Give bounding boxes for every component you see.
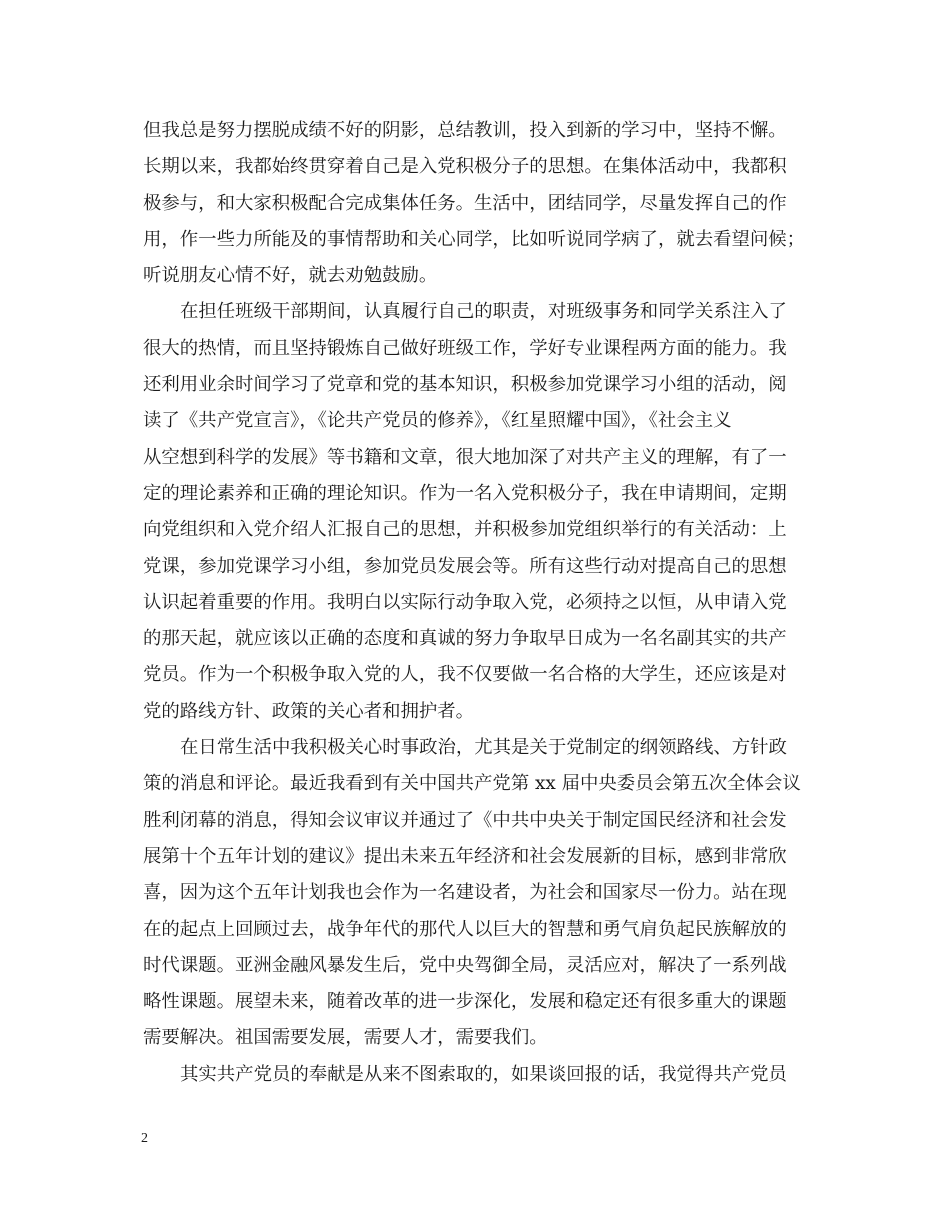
text-line: 定的理论素养和正确的理论知识。作为一名入党积极分子，我在申请期间，定期 [143, 482, 787, 504]
text-line: 党的路线方针、政策的关心者和拥护者。 [143, 700, 475, 722]
text-line: 喜，因为这个五年计划我也会作为一名建设者，为社会和国家尽一份力。站在现 [143, 882, 787, 904]
text-line: 策的消息和评论。最近我看到有关中国共产党第 xx 届中央委员会第五次全体会议 [143, 773, 801, 795]
text-line: 胜利闭幕的消息，得知会议审议并通过了《中共中央关于制定国民经济和社会发 [143, 809, 787, 831]
text-line: 向党组织和入党介绍人汇报自己的思想，并积极参加党组织举行的有关活动：上 [143, 519, 787, 541]
text-line: 其实共产党员的奉献是从来不图索取的，如果谈回报的话，我觉得共产党员 [180, 1063, 787, 1085]
text-line: 时代课题。亚洲金融风暴发生后，党中央驾御全局，灵活应对，解决了一系列战 [143, 954, 787, 976]
text-line: 略性课题。展望未来，随着改革的进一步深化，发展和稳定还有很多重大的课题 [143, 991, 787, 1013]
text-line: 但我总是努力摆脱成绩不好的阴影，总结教训，投入到新的学习中，坚持不懈。 [143, 120, 787, 141]
page-number: 2 [141, 1131, 148, 1146]
text-line: 展第十个五年计划的建议》提出未来五年经济和社会发展新的目标，感到非常欣 [143, 845, 787, 867]
text-line: 党员。作为一个积极争取入党的人，我不仅要做一名合格的大学生，还应该是对 [143, 664, 787, 686]
text-line: 在日常生活中我积极关心时事政治，尤其是关于党制定的纲领路线、方针政 [180, 737, 787, 759]
text-line: 长期以来，我都始终贯穿着自己是入党积极分子的思想。在集体活动中，我都积 [143, 156, 787, 178]
text-line: 读了《共产党宣言》，《论共产党员的修养》，《红星照耀中国》，《社会主义 [143, 410, 732, 432]
text-line: 很大的热情，而且坚持锻炼自己做好班级工作，学好专业课程两方面的能力。我 [143, 337, 787, 359]
body-text [143, 113, 807, 1093]
text-line: 在的起点上回顾过去，战争年代的那代人以巨大的智慧和勇气肩负起民族解放的 [143, 918, 787, 940]
text-line: 认识起着重要的作用。我明白以实际行动争取入党，必须持之以恒，从申请入党 [143, 591, 787, 613]
text-line: 极参与，和大家积极配合完成集体任务。生活中，团结同学，尽量发挥自己的作 [143, 192, 787, 214]
text-line: 需要解决。祖国需要发展，需要人才，需要我们。 [143, 1027, 548, 1049]
text-line: 用，作一些力所能及的事情帮助和关心同学，比如听说同学病了，就去看望问候； [143, 228, 806, 250]
text-line: 的那天起，就应该以正确的态度和真诚的努力争取早日成为一名名副其实的共产 [143, 628, 787, 650]
text-line: 听说朋友心情不好，就去劝勉鼓励。 [143, 265, 438, 287]
text-line: 还利用业余时间学习了党章和党的基本知识，积极参加党课学习小组的活动，阅 [143, 374, 787, 396]
text-line: 党课，参加党课学习小组，参加党员发展会等。所有这些行动对提高自己的思想 [143, 555, 787, 577]
text-line: 在担任班级干部期间，认真履行自己的职责，对班级事务和同学关系注入了 [180, 301, 787, 323]
text-line: 从空想到科学的发展》等书籍和文章，很大地加深了对共产主义的理解，有了一 [143, 446, 787, 468]
